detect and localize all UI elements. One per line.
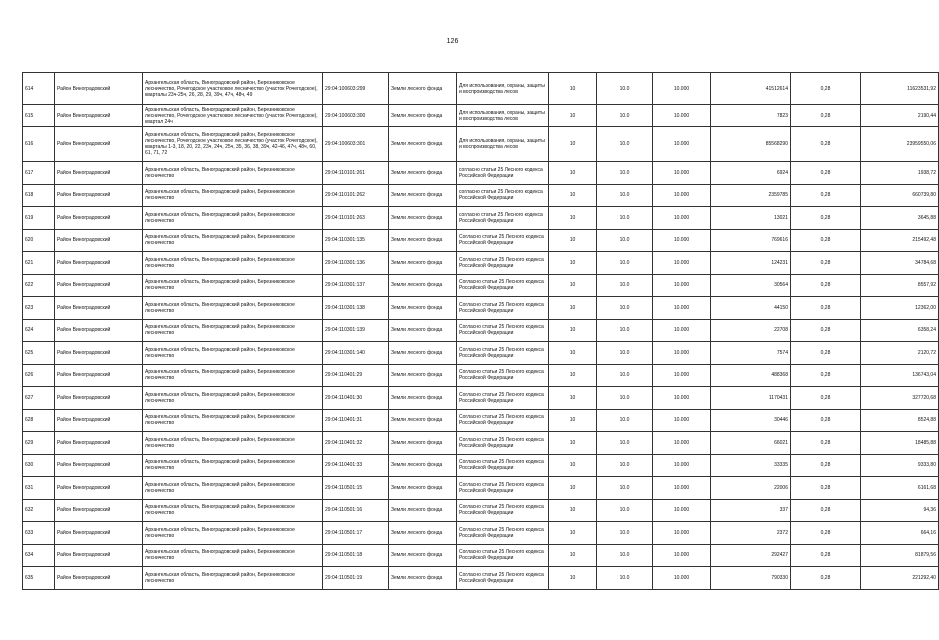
column-a-cell: 10 xyxy=(549,567,597,590)
cadastral-number-cell: 29:04:100603:301 xyxy=(323,127,389,162)
land-category-cell: Земли лесного фонда xyxy=(389,522,457,545)
tax-rate-cell: 0,28 xyxy=(791,252,861,275)
cadastral-number-cell: 29:04:110401:29 xyxy=(323,364,389,387)
row-number: 635 xyxy=(23,567,55,590)
column-c-cell: 10.000 xyxy=(653,274,711,297)
land-category-cell: Земли лесного фонда xyxy=(389,184,457,207)
address-cell: Архангельская область, Виноградовский район, Березниковское лесничество xyxy=(143,184,323,207)
table-row xyxy=(23,252,939,275)
tax-amount-cell: 81879,56 xyxy=(861,544,939,567)
column-c-cell: 10.000 xyxy=(653,127,711,162)
column-a-cell: 10 xyxy=(549,342,597,365)
table-row xyxy=(23,207,939,230)
table-row xyxy=(23,73,939,105)
column-c-cell: 10.000 xyxy=(653,477,711,500)
column-a-cell: 10 xyxy=(549,162,597,185)
cadastral-number-cell: 29:04:110301:138 xyxy=(323,297,389,320)
land-category-cell: Земли лесного фонда xyxy=(389,544,457,567)
permitted-use-cell: Согласно статьи 25 Лесного кодекса Российской Федерации xyxy=(457,297,549,320)
land-category-cell: Земли лесного фонда xyxy=(389,162,457,185)
cadastral-value-cell: 85568290 xyxy=(711,127,791,162)
tax-amount-cell: 6161,68 xyxy=(861,477,939,500)
tax-rate-cell: 0,28 xyxy=(791,454,861,477)
cadastral-value-cell: 30446 xyxy=(711,409,791,432)
tax-rate-cell: 0,28 xyxy=(791,73,861,105)
column-a-cell: 10 xyxy=(549,105,597,127)
tax-amount-cell: 327720,68 xyxy=(861,387,939,410)
permitted-use-cell: Согласно статьи 25 Лесного кодекса Российской Федерации xyxy=(457,567,549,590)
row-number: 624 xyxy=(23,319,55,342)
district-cell: Район Виноградовский xyxy=(55,544,143,567)
tax-amount-cell: 3645,88 xyxy=(861,207,939,230)
cadastral-number-cell: 29:04:100603:299 xyxy=(323,73,389,105)
tax-amount-cell: 136743,04 xyxy=(861,364,939,387)
column-c-cell: 10.000 xyxy=(653,409,711,432)
permitted-use-cell: Согласно статьи 25 Лесного кодекса Российской Федерации xyxy=(457,477,549,500)
column-a-cell: 10 xyxy=(549,73,597,105)
cadastral-value-cell: 41512614 xyxy=(711,73,791,105)
land-category-cell: Земли лесного фонда xyxy=(389,432,457,455)
tax-rate-cell: 0,28 xyxy=(791,207,861,230)
cadastral-number-cell: 29:04:110301:140 xyxy=(323,342,389,365)
column-a-cell: 10 xyxy=(549,297,597,320)
address-cell: Архангельская область, Виноградовский район, Березниковское лесничество xyxy=(143,229,323,252)
land-category-cell: Земли лесного фонда xyxy=(389,105,457,127)
district-cell: Район Виноградовский xyxy=(55,73,143,105)
column-b-cell: 10.0 xyxy=(597,567,653,590)
column-b-cell: 10.0 xyxy=(597,432,653,455)
cadastral-number-cell: 29:04:110501:16 xyxy=(323,499,389,522)
cadastral-number-cell: 29:04:110101:262 xyxy=(323,184,389,207)
column-c-cell: 10.000 xyxy=(653,522,711,545)
column-b-cell: 10.0 xyxy=(597,522,653,545)
row-number: 623 xyxy=(23,297,55,320)
table-row xyxy=(23,432,939,455)
cadastral-value-cell: 2372 xyxy=(711,522,791,545)
permitted-use-cell: Для использования, охраны, защиты и воспроизводства лесов xyxy=(457,73,549,105)
column-b-cell: 10.0 xyxy=(597,274,653,297)
table-row xyxy=(23,364,939,387)
cadastral-number-cell: 29:04:110401:30 xyxy=(323,387,389,410)
cadastral-value-cell: 337 xyxy=(711,499,791,522)
land-category-cell: Земли лесного фонда xyxy=(389,364,457,387)
column-c-cell: 10.000 xyxy=(653,319,711,342)
table-row xyxy=(23,162,939,185)
column-c-cell: 10.000 xyxy=(653,105,711,127)
tax-amount-cell: 11623531,92 xyxy=(861,73,939,105)
cadastral-value-cell: 7823 xyxy=(711,105,791,127)
district-cell: Район Виноградовский xyxy=(55,162,143,185)
address-cell: Архангельская область, Виноградовский район, Березниковское лесничество xyxy=(143,297,323,320)
table-row xyxy=(23,229,939,252)
column-a-cell: 10 xyxy=(549,454,597,477)
column-c-cell: 10.000 xyxy=(653,162,711,185)
district-cell: Район Виноградовский xyxy=(55,229,143,252)
permitted-use-cell: согласно статьи 25 Лесного кодекса Российской Федерации xyxy=(457,207,549,230)
column-c-cell: 10.000 xyxy=(653,207,711,230)
column-b-cell: 10.0 xyxy=(597,184,653,207)
permitted-use-cell: Для использования, охраны, защиты и воспроизводства лесов xyxy=(457,127,549,162)
column-c-cell: 10.000 xyxy=(653,184,711,207)
address-cell: Архангельская область, Виноградовский район, Березниковское лесничество xyxy=(143,477,323,500)
row-number: 615 xyxy=(23,105,55,127)
address-cell: Архангельская область, Виноградовский район, Березниковское лесничество xyxy=(143,319,323,342)
tax-amount-cell: 1938,72 xyxy=(861,162,939,185)
tax-rate-cell: 0,28 xyxy=(791,297,861,320)
row-number: 619 xyxy=(23,207,55,230)
cadastral-number-cell: 29:04:110501:18 xyxy=(323,544,389,567)
column-c-cell: 10.000 xyxy=(653,454,711,477)
column-c-cell: 10.000 xyxy=(653,364,711,387)
tax-amount-cell: 660739,80 xyxy=(861,184,939,207)
address-cell: Архангельская область, Виноградовский район, Березниковское лесничество xyxy=(143,387,323,410)
column-b-cell: 10.0 xyxy=(597,364,653,387)
tax-amount-cell: 18485,88 xyxy=(861,432,939,455)
table-row xyxy=(23,567,939,590)
cadastral-number-cell: 29:04:110301:135 xyxy=(323,229,389,252)
cadastral-value-cell: 2359785 xyxy=(711,184,791,207)
address-cell: Архангельская область, Виноградовский район, Березниковское лесничество xyxy=(143,342,323,365)
cadastral-number-cell: 29:04:100603:300 xyxy=(323,105,389,127)
column-b-cell: 10.0 xyxy=(597,499,653,522)
cadastral-number-cell: 29:04:110401:31 xyxy=(323,409,389,432)
column-a-cell: 10 xyxy=(549,319,597,342)
cadastral-value-cell: 488368 xyxy=(711,364,791,387)
table-row xyxy=(23,127,939,162)
table-row xyxy=(23,454,939,477)
tax-rate-cell: 0,28 xyxy=(791,342,861,365)
cadastral-value-cell: 7574 xyxy=(711,342,791,365)
land-category-cell: Земли лесного фонда xyxy=(389,252,457,275)
column-b-cell: 10.0 xyxy=(597,252,653,275)
land-category-cell: Земли лесного фонда xyxy=(389,387,457,410)
column-a-cell: 10 xyxy=(549,544,597,567)
district-cell: Район Виноградовский xyxy=(55,522,143,545)
row-number: 622 xyxy=(23,274,55,297)
cadastral-number-cell: 29:04:110401:32 xyxy=(323,432,389,455)
row-number: 629 xyxy=(23,432,55,455)
column-b-cell: 10.0 xyxy=(597,73,653,105)
table-row xyxy=(23,522,939,545)
land-category-cell: Земли лесного фонда xyxy=(389,319,457,342)
tax-amount-cell: 664,16 xyxy=(861,522,939,545)
column-a-cell: 10 xyxy=(549,477,597,500)
tax-rate-cell: 0,28 xyxy=(791,162,861,185)
cadastral-number-cell: 29:04:110501:15 xyxy=(323,477,389,500)
land-category-cell: Земли лесного фонда xyxy=(389,342,457,365)
address-cell: Архангельская область, Виноградовский район, Березниковское лесничество xyxy=(143,522,323,545)
district-cell: Район Виноградовский xyxy=(55,207,143,230)
tax-amount-cell: 2120,72 xyxy=(861,342,939,365)
column-b-cell: 10.0 xyxy=(597,319,653,342)
permitted-use-cell: Согласно статьи 25 Лесного кодекса Российской Федерации xyxy=(457,409,549,432)
tax-rate-cell: 0,28 xyxy=(791,184,861,207)
row-number: 628 xyxy=(23,409,55,432)
column-a-cell: 10 xyxy=(549,499,597,522)
address-cell: Архангельская область, Виноградовский район, Березниковское лесничество xyxy=(143,544,323,567)
cadastral-number-cell: 29:04:110501:19 xyxy=(323,567,389,590)
table-row xyxy=(23,297,939,320)
column-b-cell: 10.0 xyxy=(597,387,653,410)
district-cell: Район Виноградовский xyxy=(55,127,143,162)
cadastral-value-cell: 1170431 xyxy=(711,387,791,410)
cadastral-number-cell: 29:04:110301:139 xyxy=(323,319,389,342)
row-number: 616 xyxy=(23,127,55,162)
column-a-cell: 10 xyxy=(549,274,597,297)
permitted-use-cell: Согласно статьи 25 Лесного кодекса Российской Федерации xyxy=(457,544,549,567)
column-c-cell: 10.000 xyxy=(653,432,711,455)
district-cell: Район Виноградовский xyxy=(55,567,143,590)
tax-amount-cell: 9333,80 xyxy=(861,454,939,477)
address-cell: Архангельская область, Виноградовский район, Березниковское лесничество, Рочегодское участковое лесничество (участок Рочегодское), квартал 24ч xyxy=(143,105,323,127)
permitted-use-cell: Согласно статьи 25 Лесного кодекса Российской Федерации xyxy=(457,387,549,410)
row-number: 633 xyxy=(23,522,55,545)
table-row xyxy=(23,477,939,500)
cadastral-value-cell: 6924 xyxy=(711,162,791,185)
land-category-cell: Земли лесного фонда xyxy=(389,229,457,252)
tax-rate-cell: 0,28 xyxy=(791,409,861,432)
cadastral-number-cell: 29:04:110301:137 xyxy=(323,274,389,297)
tax-amount-cell: 8557,92 xyxy=(861,274,939,297)
permitted-use-cell: Для использования, охраны, защиты и воспроизводства лесов xyxy=(457,105,549,127)
column-a-cell: 10 xyxy=(549,252,597,275)
cadastral-value-cell: 44150 xyxy=(711,297,791,320)
row-number: 626 xyxy=(23,364,55,387)
tax-rate-cell: 0,28 xyxy=(791,387,861,410)
district-cell: Район Виноградовский xyxy=(55,297,143,320)
cadastral-value-cell: 66021 xyxy=(711,432,791,455)
permitted-use-cell: Согласно статьи 25 Лесного кодекса Российской Федерации xyxy=(457,342,549,365)
tax-rate-cell: 0,28 xyxy=(791,274,861,297)
permitted-use-cell: Согласно статьи 25 Лесного кодекса Российской Федерации xyxy=(457,319,549,342)
tax-amount-cell: 23959550,06 xyxy=(861,127,939,162)
column-a-cell: 10 xyxy=(549,432,597,455)
tax-amount-cell: 94,36 xyxy=(861,499,939,522)
column-b-cell: 10.0 xyxy=(597,207,653,230)
land-category-cell: Земли лесного фонда xyxy=(389,454,457,477)
tax-rate-cell: 0,28 xyxy=(791,229,861,252)
address-cell: Архангельская область, Виноградовский район, Березниковское лесничество xyxy=(143,499,323,522)
address-cell: Архангельская область, Виноградовский район, Березниковское лесничество xyxy=(143,207,323,230)
tax-rate-cell: 0,28 xyxy=(791,544,861,567)
land-category-cell: Земли лесного фонда xyxy=(389,477,457,500)
table-row xyxy=(23,499,939,522)
address-cell: Архангельская область, Виноградовский район, Березниковское лесничество xyxy=(143,409,323,432)
table-row xyxy=(23,184,939,207)
row-number: 620 xyxy=(23,229,55,252)
column-a-cell: 10 xyxy=(549,127,597,162)
column-a-cell: 10 xyxy=(549,364,597,387)
column-a-cell: 10 xyxy=(549,229,597,252)
table-row xyxy=(23,342,939,365)
tax-amount-cell: 34784,68 xyxy=(861,252,939,275)
address-cell: Архангельская область, Виноградовский район, Березниковское лесничество xyxy=(143,252,323,275)
permitted-use-cell: Согласно статьи 25 Лесного кодекса Российской Федерации xyxy=(457,229,549,252)
column-a-cell: 10 xyxy=(549,522,597,545)
table-row xyxy=(23,105,939,127)
cadastral-number-cell: 29:04:110401:33 xyxy=(323,454,389,477)
tax-amount-cell: 2190,44 xyxy=(861,105,939,127)
column-b-cell: 10.0 xyxy=(597,229,653,252)
row-number: 631 xyxy=(23,477,55,500)
column-b-cell: 10.0 xyxy=(597,297,653,320)
permitted-use-cell: Согласно статьи 25 Лесного кодекса Российской Федерации xyxy=(457,432,549,455)
land-category-cell: Земли лесного фонда xyxy=(389,499,457,522)
cadastral-value-cell: 769616 xyxy=(711,229,791,252)
column-a-cell: 10 xyxy=(549,409,597,432)
column-b-cell: 10.0 xyxy=(597,342,653,365)
address-cell: Архангельская область, Виноградовский район, Березниковское лесничество, Рочегодское участковое лесничество (участок Рочегодское), кварталы 23ч-25ч, 26, 28, 29, 39ч, 47ч, 48ч, 49 xyxy=(143,73,323,105)
column-b-cell: 10.0 xyxy=(597,454,653,477)
cadastral-value-cell: 124231 xyxy=(711,252,791,275)
column-b-cell: 10.0 xyxy=(597,477,653,500)
tax-rate-cell: 0,28 xyxy=(791,522,861,545)
permitted-use-cell: согласно статьи 25 Лесного кодекса Российской Федерации xyxy=(457,184,549,207)
row-number: 632 xyxy=(23,499,55,522)
column-b-cell: 10.0 xyxy=(597,105,653,127)
row-number: 621 xyxy=(23,252,55,275)
column-c-cell: 10.000 xyxy=(653,73,711,105)
column-c-cell: 10.000 xyxy=(653,387,711,410)
district-cell: Район Виноградовский xyxy=(55,409,143,432)
column-a-cell: 10 xyxy=(549,207,597,230)
land-tax-table xyxy=(22,72,939,590)
row-number: 614 xyxy=(23,73,55,105)
cadastral-number-cell: 29:04:110101:263 xyxy=(323,207,389,230)
tax-rate-cell: 0,28 xyxy=(791,567,861,590)
district-cell: Район Виноградовский xyxy=(55,499,143,522)
cadastral-value-cell: 30564 xyxy=(711,274,791,297)
tax-rate-cell: 0,28 xyxy=(791,499,861,522)
column-c-cell: 10.000 xyxy=(653,297,711,320)
tax-rate-cell: 0,28 xyxy=(791,105,861,127)
address-cell: Архангельская область, Виноградовский район, Березниковское лесничество xyxy=(143,364,323,387)
column-b-cell: 10.0 xyxy=(597,544,653,567)
table-row xyxy=(23,387,939,410)
land-category-cell: Земли лесного фонда xyxy=(389,567,457,590)
address-cell: Архангельская область, Виноградовский район, Березниковское лесничество xyxy=(143,432,323,455)
address-cell: Архангельская область, Виноградовский район, Березниковское лесничество xyxy=(143,454,323,477)
tax-amount-cell: 221292,40 xyxy=(861,567,939,590)
land-category-cell: Земли лесного фонда xyxy=(389,73,457,105)
tax-amount-cell: 215492,48 xyxy=(861,229,939,252)
column-c-cell: 10.000 xyxy=(653,567,711,590)
permitted-use-cell: Согласно статьи 25 Лесного кодекса Российской Федерации xyxy=(457,522,549,545)
permitted-use-cell: Согласно статьи 25 Лесного кодекса Российской Федерации xyxy=(457,252,549,275)
permitted-use-cell: Согласно статьи 25 Лесного кодекса Российской Федерации xyxy=(457,454,549,477)
tax-rate-cell: 0,28 xyxy=(791,432,861,455)
cadastral-value-cell: 33335 xyxy=(711,454,791,477)
column-c-cell: 10.000 xyxy=(653,342,711,365)
address-cell: Архангельская область, Виноградовский район, Березниковское лесничество, Рочегодское участковое лесничество (участок Рочегодское), кварталы 1-3, 18, 20, 22, 23ч, 24ч, 25ч, 35, 36, 38, 39ч, 42-46, 47ч, 48ч, 60, 61, 71, 72 xyxy=(143,127,323,162)
row-number: 625 xyxy=(23,342,55,365)
tax-rate-cell: 0,28 xyxy=(791,364,861,387)
district-cell: Район Виноградовский xyxy=(55,387,143,410)
land-category-cell: Земли лесного фонда xyxy=(389,207,457,230)
column-a-cell: 10 xyxy=(549,387,597,410)
row-number: 618 xyxy=(23,184,55,207)
permitted-use-cell: Согласно статьи 25 Лесного кодекса Российской Федерации xyxy=(457,364,549,387)
land-category-cell: Земли лесного фонда xyxy=(389,297,457,320)
row-number: 627 xyxy=(23,387,55,410)
column-c-cell: 10.000 xyxy=(653,499,711,522)
cadastral-value-cell: 22006 xyxy=(711,477,791,500)
land-category-cell: Земли лесного фонда xyxy=(389,274,457,297)
column-b-cell: 10.0 xyxy=(597,162,653,185)
column-b-cell: 10.0 xyxy=(597,409,653,432)
table-row xyxy=(23,544,939,567)
district-cell: Район Виноградовский xyxy=(55,274,143,297)
permitted-use-cell: Согласно статьи 25 Лесного кодекса Российской Федерации xyxy=(457,499,549,522)
table-row xyxy=(23,319,939,342)
page-number: 126 xyxy=(446,38,459,45)
district-cell: Район Виноградовский xyxy=(55,454,143,477)
cadastral-value-cell: 292427 xyxy=(711,544,791,567)
address-cell: Архангельская область, Виноградовский район, Березниковское лесничество xyxy=(143,162,323,185)
district-cell: Район Виноградовский xyxy=(55,364,143,387)
district-cell: Район Виноградовский xyxy=(55,342,143,365)
column-a-cell: 10 xyxy=(549,184,597,207)
tax-rate-cell: 0,28 xyxy=(791,477,861,500)
district-cell: Район Виноградовский xyxy=(55,252,143,275)
row-number: 634 xyxy=(23,544,55,567)
row-number: 630 xyxy=(23,454,55,477)
district-cell: Район Виноградовский xyxy=(55,184,143,207)
land-category-cell: Земли лесного фонда xyxy=(389,127,457,162)
permitted-use-cell: согласно статьи 25 Лесного кодекса Российской Федерации xyxy=(457,162,549,185)
permitted-use-cell: Согласно статьи 25 Лесного кодекса Российской Федерации xyxy=(457,274,549,297)
district-cell: Район Виноградовский xyxy=(55,319,143,342)
district-cell: Район Виноградовский xyxy=(55,477,143,500)
table-row xyxy=(23,409,939,432)
address-cell: Архангельская область, Виноградовский район, Березниковское лесничество xyxy=(143,274,323,297)
tax-amount-cell: 6358,24 xyxy=(861,319,939,342)
cadastral-value-cell: 790330 xyxy=(711,567,791,590)
tax-amount-cell: 12362,00 xyxy=(861,297,939,320)
table-row xyxy=(23,274,939,297)
district-cell: Район Виноградовский xyxy=(55,105,143,127)
tax-amount-cell: 8524,88 xyxy=(861,409,939,432)
cadastral-number-cell: 29:04:110101:261 xyxy=(323,162,389,185)
land-category-cell: Земли лесного фонда xyxy=(389,409,457,432)
column-c-cell: 10.000 xyxy=(653,229,711,252)
row-number: 617 xyxy=(23,162,55,185)
cadastral-value-cell: 13021 xyxy=(711,207,791,230)
cadastral-number-cell: 29:04:110501:17 xyxy=(323,522,389,545)
address-cell: Архангельская область, Виноградовский район, Березниковское лесничество xyxy=(143,567,323,590)
cadastral-number-cell: 29:04:110301:136 xyxy=(323,252,389,275)
column-b-cell: 10.0 xyxy=(597,127,653,162)
column-c-cell: 10.000 xyxy=(653,544,711,567)
tax-rate-cell: 0,28 xyxy=(791,127,861,162)
district-cell: Район Виноградовский xyxy=(55,432,143,455)
cadastral-value-cell: 22708 xyxy=(711,319,791,342)
column-c-cell: 10.000 xyxy=(653,252,711,275)
tax-rate-cell: 0,28 xyxy=(791,319,861,342)
